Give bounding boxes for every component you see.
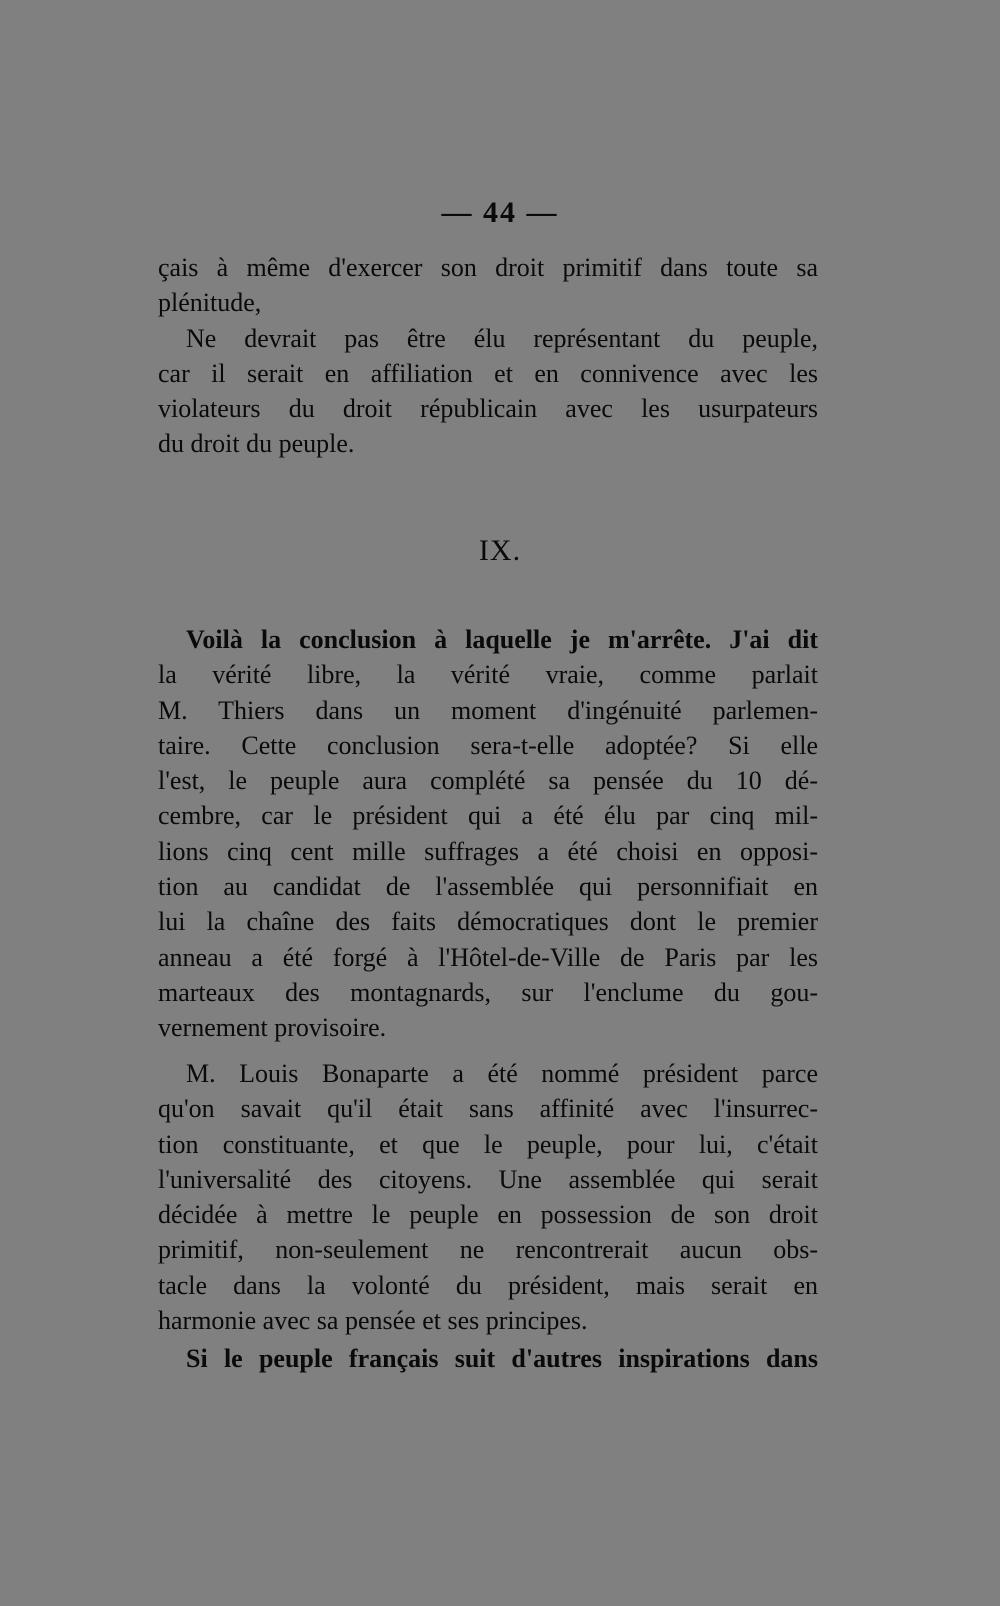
text-line: l'est, le peuple aura complété sa pensée du 10 dé- (158, 766, 818, 796)
page-number: — 44 — (441, 196, 559, 229)
text-line: la vérité libre, la vérité vraie, comme parlait (158, 660, 818, 690)
text-line: tacle dans la volonté du président, mais serait en (158, 1270, 818, 1300)
text-line: çais à même d'exercer son droit primitif dans toute sa (158, 253, 818, 282)
text-line: tion constituante, et que le peuple, pour lui, c'était (158, 1129, 818, 1159)
text-line: lions cinq cent mille suffrages a été choisi en opposi- (158, 836, 818, 866)
text-line: l'universalité des citoyens. Une assemblée qui serait (158, 1164, 818, 1194)
text-line: plénitude, (158, 288, 262, 318)
section-heading: IX. (478, 534, 522, 567)
text-line: Si le peuple français suit d'autres inspirations dans (186, 1344, 818, 1373)
text-line: vernement provisoire. (158, 1013, 387, 1043)
text-line: Ne devrait pas être élu représentant du peuple, (186, 323, 818, 353)
text-line: cembre, car le président qui a été élu par cinq mil- (158, 801, 818, 831)
text-line: lui la chaîne des faits démocratiques dont le premier (158, 907, 818, 937)
paragraph-4 (158, 1341, 818, 1376)
text-line: qu'on savait qu'il était sans affinité avec l'insurrec- (158, 1094, 818, 1124)
text-line: car il serait en affiliation et en connivence avec les (158, 358, 818, 388)
text-line: taire. Cette conclusion sera-t-elle adoptée? Si elle (158, 730, 818, 760)
text-line: du droit du peuple. (158, 429, 355, 459)
text-line: M. Louis Bonaparte a été nommé président parce (186, 1059, 818, 1088)
text-line: M. Thiers dans un moment d'ingénuité parlemen- (158, 695, 818, 725)
text-line: anneau a été forgé à l'Hôtel-de-Ville de Paris par les (158, 942, 818, 972)
text-line: violateurs du droit républicain avec les usurpateurs (158, 394, 818, 424)
paragraph-2 (158, 622, 818, 1046)
paragraph-1 (158, 250, 818, 462)
paragraph-3 (158, 1056, 818, 1338)
text-line: Voilà la conclusion à laquelle je m'arrête. J'ai dit (186, 625, 818, 654)
text-line: tion au candidat de l'assemblée qui personnifiait en (158, 872, 818, 902)
text-line: harmonie avec sa pensée et ses principes. (158, 1306, 588, 1336)
text-line: marteaux des montagnards, sur l'enclume du gou- (158, 977, 818, 1007)
text-line: décidée à mettre le peuple en possession de son droit (158, 1200, 818, 1230)
text-line: primitif, non-seulement ne rencontrerait aucun obs- (158, 1235, 818, 1265)
